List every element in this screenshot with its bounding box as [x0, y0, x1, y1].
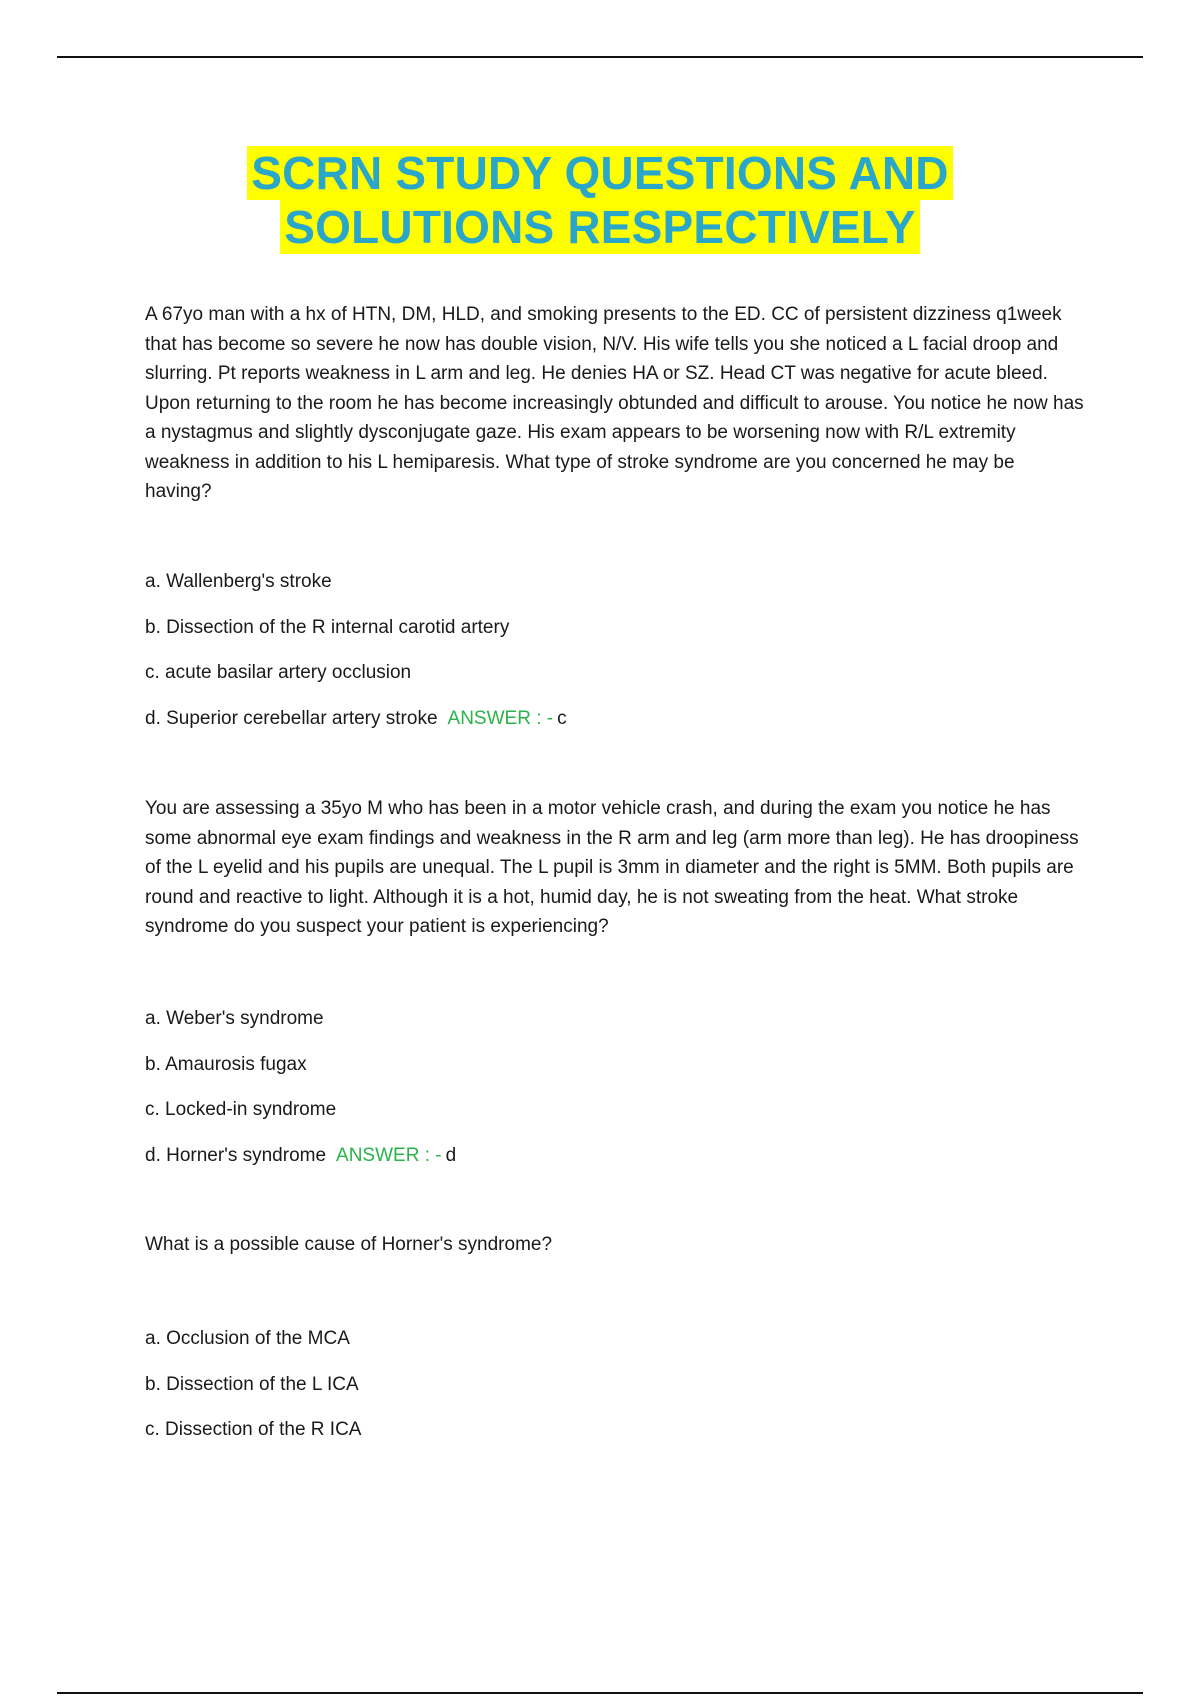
option: a. Occlusion of the MCA — [145, 1328, 350, 1349]
question-1-options — [145, 567, 567, 749]
option: d. Horner's syndrome ANSWER : - d — [145, 1144, 457, 1166]
question-1-text: A 67yo man with a hx of HTN, DM, HLD, and smoking presents to the ED. CC of persistent dizziness q1week that has become so severe he now has double vision, N/V. His wife tells you she noticed a L facial droop and slurring. Pt reports weakness in L arm and leg. He denies HA or SZ. Head CT was negative for acute bleed. Upon returning to the room he has become increasingly obtunded and difficult to arouse. You notice he now has a nystagmus and slightly dysconjugate gaze. His exam appears to be worsening now with R/L extremity weakness in addition to his L hemiparesis. What type of stroke syndrome are you concerned he may be having? — [145, 304, 1084, 502]
option: b. Dissection of the L ICA — [145, 1373, 359, 1395]
option: c. Locked-in syndrome — [145, 1099, 337, 1120]
document-body — [145, 300, 1085, 1440]
question-3-options — [145, 1324, 361, 1461]
top-divider — [57, 56, 1143, 58]
option: b. Dissection of the R internal carotid artery — [145, 616, 510, 638]
option: a. Wallenberg's stroke — [145, 571, 332, 592]
option: c. acute basilar artery occlusion — [145, 662, 412, 683]
option: c. Dissection of the R ICA — [145, 1419, 362, 1440]
bottom-divider — [57, 1692, 1143, 1694]
title-line-1: SCRN STUDY QUESTIONS AND — [247, 146, 952, 200]
page-title — [0, 146, 1200, 254]
question-3-text: What is a possible cause of Horner's syndrome? — [145, 1234, 553, 1255]
answer-label: ANSWER : - — [336, 1144, 442, 1166]
option: a. Weber's syndrome — [145, 1008, 324, 1029]
option: d. Superior cerebellar artery stroke ANSWER : - c — [145, 707, 567, 729]
answer-label: ANSWER : - — [447, 707, 554, 729]
question-2-text: You are assessing a 35yo M who has been in a motor vehicle crash, and during the exam you notice he has some abnormal eye exam findings and weakness in the R arm and leg (arm more than leg). He has droopiness of the L eyelid and his pupils are unequal. The L pupil is 3mm in diameter and the right is 5MM. Both pupils are round and reactive to light. Although it is a hot, humid day, he is not sweating from the heat. What stroke syndrome do you suspect your patient is experiencing? — [145, 798, 1079, 937]
option: b. Amaurosis fugax — [145, 1053, 307, 1075]
title-line-2: SOLUTIONS RESPECTIVELY — [280, 200, 920, 254]
answer-value: d — [445, 1144, 457, 1166]
question-2-options — [145, 1004, 456, 1186]
answer-value: c — [557, 707, 567, 729]
